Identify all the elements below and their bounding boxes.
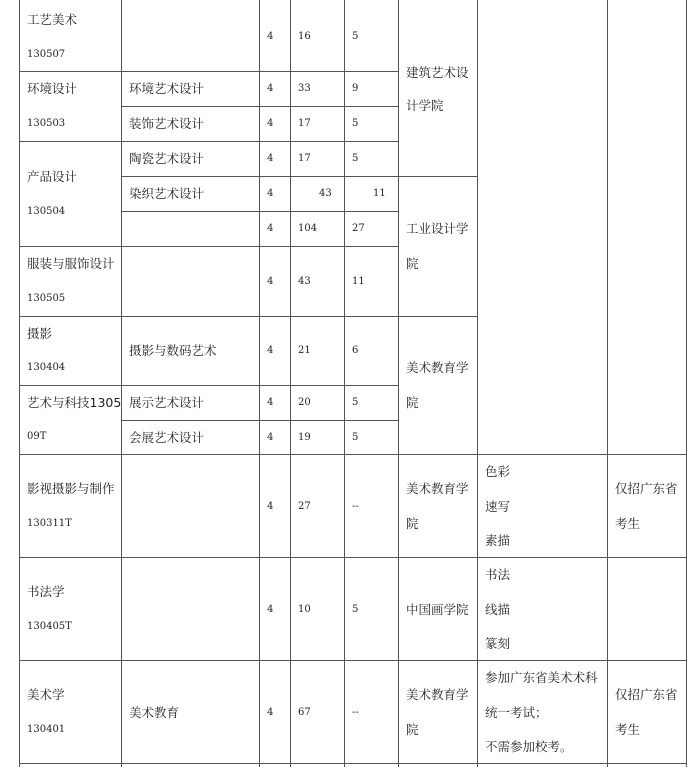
years-cell: 4 bbox=[267, 432, 274, 443]
extra-cell: 6 bbox=[352, 345, 359, 356]
college-name: 院 bbox=[406, 256, 419, 271]
extra-cell: 27 bbox=[352, 223, 365, 234]
plan-cell: 16 bbox=[298, 31, 311, 42]
years-cell: 4 bbox=[267, 397, 274, 408]
plan-cell: 27 bbox=[298, 501, 311, 512]
years-cell: 4 bbox=[267, 223, 274, 234]
years-cell: 4 bbox=[267, 707, 274, 718]
exam-subject: 素描 bbox=[485, 533, 511, 548]
years-cell: 4 bbox=[267, 188, 274, 199]
college-name: 美术教育学 bbox=[406, 481, 469, 496]
extra-cell: -- bbox=[352, 707, 359, 718]
sub-direction: 摄影与数码艺术 bbox=[129, 343, 217, 358]
exam-subject: 统一考试； bbox=[485, 705, 548, 720]
extra-cell: 5 bbox=[352, 118, 359, 129]
years-cell: 4 bbox=[267, 118, 274, 129]
major-code: 130401 bbox=[27, 724, 66, 735]
major-code: 130505 bbox=[27, 293, 66, 304]
plan-cell: 19 bbox=[298, 432, 311, 443]
college-name: 工业设计学 bbox=[406, 221, 469, 236]
plan-cell: 17 bbox=[298, 118, 311, 129]
note-cell: 考生 bbox=[615, 722, 641, 737]
plan-cell: 67 bbox=[298, 707, 311, 718]
exam-subject: 速写 bbox=[485, 499, 511, 514]
years-cell: 4 bbox=[267, 501, 274, 512]
years-cell: 4 bbox=[267, 604, 274, 615]
sub-direction: 染织艺术设计 bbox=[129, 186, 205, 201]
exam-subject: 色彩 bbox=[485, 464, 511, 479]
note-cell: 仅招广东省 bbox=[615, 481, 678, 496]
major-code: 130404 bbox=[27, 362, 66, 373]
exam-subject: 线描 bbox=[485, 602, 511, 617]
plan-cell: 43 bbox=[319, 188, 332, 199]
extra-cell: 5 bbox=[352, 153, 359, 164]
major-name: 影视摄影与制作 bbox=[27, 481, 115, 496]
plan-cell: 20 bbox=[298, 397, 311, 408]
major-code: 130504 bbox=[27, 206, 66, 217]
plan-cell: 17 bbox=[298, 153, 311, 164]
years-cell: 4 bbox=[267, 153, 274, 164]
sub-direction: 装饰艺术设计 bbox=[129, 116, 205, 131]
sub-direction: 环境艺术设计 bbox=[129, 81, 205, 96]
college-name: 建筑艺术设 bbox=[406, 65, 469, 80]
extra-cell: 5 bbox=[352, 31, 359, 42]
extra-cell: -- bbox=[352, 501, 359, 512]
sub-direction: 美术教育 bbox=[129, 705, 180, 720]
sub-direction: 陶瓷艺术设计 bbox=[129, 151, 205, 166]
note-cell: 仅招广东省 bbox=[615, 687, 678, 702]
college-name: 中国画学院 bbox=[406, 602, 469, 617]
sub-direction: 会展艺术设计 bbox=[129, 430, 205, 445]
major-name: 书法学 bbox=[27, 584, 65, 599]
years-cell: 4 bbox=[267, 345, 274, 356]
major-name: 美术学 bbox=[27, 687, 65, 702]
extra-cell: 11 bbox=[352, 276, 365, 287]
extra-cell: 5 bbox=[352, 432, 359, 443]
major-name: 产品设计 bbox=[27, 169, 78, 184]
major-code: 130405T bbox=[27, 621, 72, 632]
exam-subject: 参加广东省美术术科 bbox=[485, 670, 598, 685]
note-cell: 考生 bbox=[615, 516, 641, 531]
sub-direction: 展示艺术设计 bbox=[129, 395, 205, 410]
college-name: 计学院 bbox=[406, 98, 444, 113]
plan-cell: 33 bbox=[298, 83, 311, 94]
college-name: 院 bbox=[406, 722, 419, 737]
plan-cell: 104 bbox=[298, 223, 318, 234]
plan-cell: 43 bbox=[298, 276, 311, 287]
extra-cell: 11 bbox=[373, 188, 386, 199]
major-name: 环境设计 bbox=[27, 81, 78, 96]
extra-cell: 5 bbox=[352, 397, 359, 408]
college-name: 院 bbox=[406, 395, 419, 410]
years-cell: 4 bbox=[267, 31, 274, 42]
major-code: 130503 bbox=[27, 118, 66, 129]
extra-cell: 9 bbox=[352, 83, 359, 94]
exam-subject: 篆刻 bbox=[485, 636, 511, 651]
college-name: 美术教育学 bbox=[406, 687, 469, 702]
major-name: 工艺美术 bbox=[27, 12, 78, 27]
major-name: 摄影 bbox=[27, 326, 53, 341]
plan-cell: 10 bbox=[298, 604, 311, 615]
major-name: 艺术与科技1305 bbox=[27, 395, 122, 410]
major-code: 09T bbox=[27, 431, 47, 442]
major-code: 130507 bbox=[27, 49, 66, 60]
major-name: 服装与服饰设计 bbox=[27, 256, 115, 271]
college-name: 美术教育学 bbox=[406, 360, 469, 375]
extra-cell: 5 bbox=[352, 604, 359, 615]
plan-cell: 21 bbox=[298, 345, 311, 356]
exam-subject: 书法 bbox=[485, 567, 511, 582]
college-name: 院 bbox=[406, 516, 419, 531]
major-code: 130311T bbox=[27, 518, 72, 529]
years-cell: 4 bbox=[267, 83, 274, 94]
exam-subject: 不需参加校考。 bbox=[485, 739, 573, 754]
years-cell: 4 bbox=[267, 276, 274, 287]
